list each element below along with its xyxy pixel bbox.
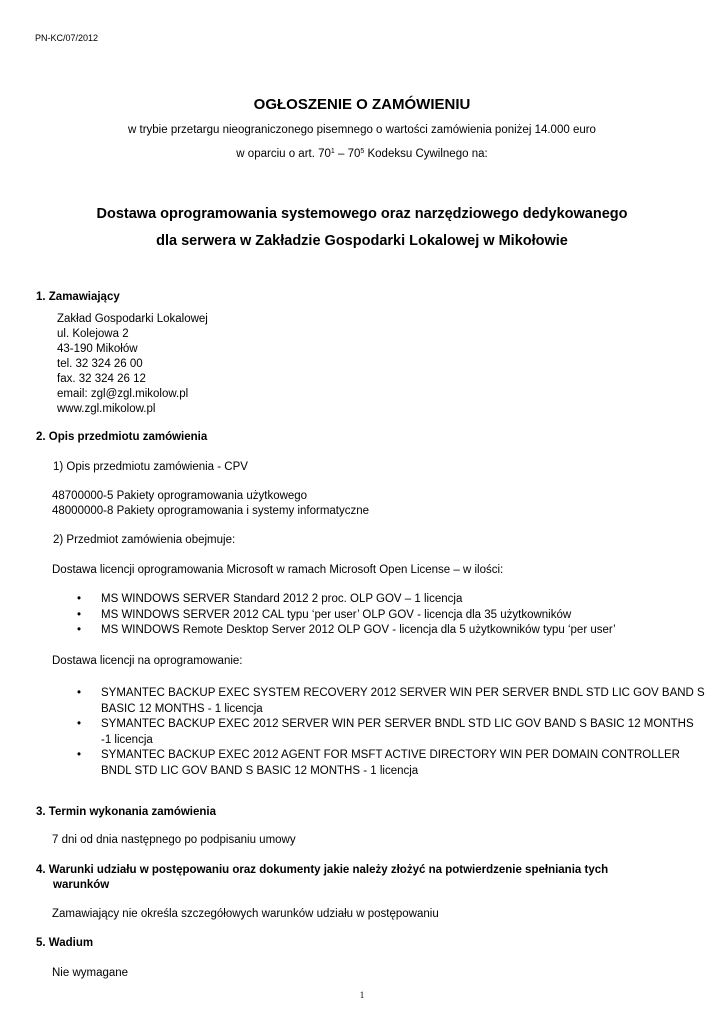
list-item-line-1: • SYMANTEC BACKUP EXEC 2012 AGENT FOR MSFT ACTIVE DIRECTORY WIN PER DOMAIN CONTROLLER (101, 749, 680, 762)
orderer-street: ul. Kolejowa 2 (57, 328, 129, 340)
section-4-title-line-2: warunków (53, 879, 110, 891)
list-item: • MS WINDOWS SERVER Standard 2012 2 proc. OLP GOV – 1 licencja (77, 592, 707, 608)
list-item-line-1: • SYMANTEC BACKUP EXEC SYSTEM RECOVERY 2012 SERVER WIN PER SERVER BNDL STD LIC GOV BAND S (101, 687, 705, 699)
orderer-city: 43-190 Mikołów (57, 343, 138, 355)
list-item (77, 717, 707, 748)
section-5-text: Nie wymagane (52, 967, 129, 979)
scope-subheading: 2) Przedmiot zamówienia obejmuje: (53, 534, 236, 546)
subtitle-line-1: w trybie przetargu nieograniczonego pisemnego o wartości zamówienia poniżej 14.000 euro (128, 124, 596, 136)
cpv-code-1: 48700000-5 Pakiety oprogramowania użytkowego (52, 490, 308, 502)
subtitle-line-2 (0, 148, 724, 160)
list-item-line-2: BNDL STD LIC GOV BAND S BASIC 12 MONTHS - 1 licencja (101, 764, 419, 777)
orderer-email: email: zgl@zgl.mikolow.pl (57, 388, 189, 400)
orderer-phone: tel. 32 324 26 00 (57, 358, 143, 370)
cpv-codes (52, 489, 369, 519)
orderer-name: Zakład Gospodarki Lokalowej (57, 313, 208, 325)
list-item (77, 686, 707, 717)
symantec-license-list (77, 686, 707, 780)
section-5-title: 5. Wadium (36, 937, 94, 949)
orderer-address-block (57, 312, 208, 417)
section-2-title: 2. Opis przedmiotu zamówienia (36, 431, 208, 443)
document-title: OGŁOSZENIE O ZAMÓWIENIU (253, 96, 471, 113)
symantec-intro: Dostawa licencji na oprogramowanie: (52, 655, 243, 667)
microsoft-license-list (77, 592, 707, 639)
subtitle-middle: – 70 (334, 148, 361, 160)
list-item-line-1: • SYMANTEC BACKUP EXEC 2012 SERVER WIN PER SERVER BNDL STD LIC GOV BAND S BASIC 12 MONTHS (101, 718, 694, 731)
microsoft-intro: Dostawa licencji oprogramowania Microsoft w ramach Microsoft Open License – w ilości: (52, 564, 504, 576)
list-item-line-2: -1 licencja (101, 733, 153, 746)
section-4-title-line-1: 4. Warunki udziału w postępowaniu oraz dokumenty jakie należy złożyć na potwierdzenie spełniania tych (36, 864, 609, 876)
section-3-text: 7 dni od dnia następnego po podpisaniu umowy (52, 834, 296, 846)
list-item-line-2: BASIC 12 MONTHS - 1 licencja (101, 702, 263, 715)
document-code: PN-KC/07/2012 (35, 33, 99, 43)
list-item: • MS WINDOWS Remote Desktop Server 2012 OLP GOV - licencja dla 5 użytkowników typu ‘per user’ (77, 623, 707, 639)
subject-heading-line-1: Dostawa oprogramowania systemowego oraz narzędziowego dedykowanego (96, 206, 628, 222)
page-number: 1 (359, 990, 365, 1000)
cpv-code-2: 48000000-8 Pakiety oprogramowania i systemy informatyczne (52, 505, 370, 517)
section-4-text: Zamawiający nie określa szczegółowych warunków udziału w postępowaniu (52, 908, 439, 920)
section-1-title: 1. Zamawiający (36, 291, 120, 303)
subtitle-prefix: w oparciu o art. 70 (236, 148, 331, 160)
orderer-fax: fax. 32 324 26 12 (57, 373, 146, 385)
subject-heading-line-2: dla serwera w Zakładzie Gospodarki Lokalowej w Mikołowie (156, 233, 568, 249)
subtitle-sup-2: 5 (360, 148, 365, 155)
subtitle-suffix: Kodeksu Cywilnego na: (364, 148, 488, 160)
orderer-website: www.zgl.mikolow.pl (57, 403, 156, 415)
section-3-title: 3. Termin wykonania zamówienia (36, 806, 217, 818)
list-item (77, 748, 707, 779)
cpv-subheading: 1) Opis przedmiotu zamówienia - CPV (53, 461, 248, 473)
subtitle-sup-1: 1 (330, 148, 335, 155)
list-item: • MS WINDOWS SERVER 2012 CAL typu ‘per user’ OLP GOV - licencja dla 35 użytkowników (77, 608, 707, 624)
